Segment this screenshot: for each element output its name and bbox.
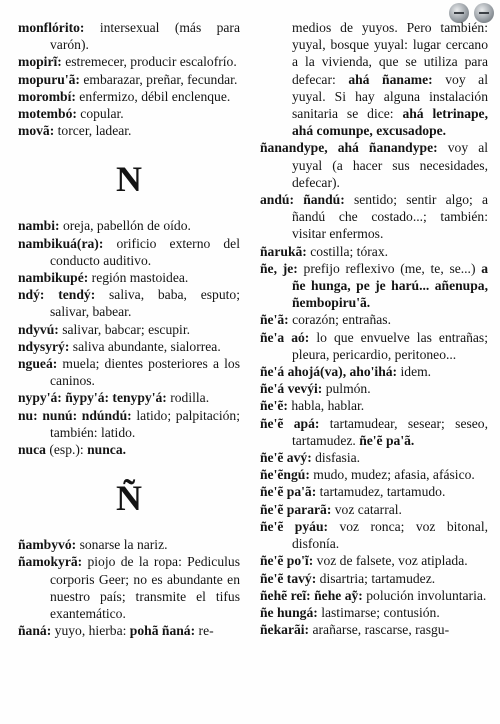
headword: ñamokyrã:: [18, 554, 83, 570]
dictionary-entry: [18, 286, 240, 320]
headword: ñe'á ahojá(va), aho'ihá:: [260, 364, 398, 380]
dictionary-entry: [260, 311, 488, 328]
headword: nambi:: [18, 218, 60, 234]
definition: pulmón.: [322, 381, 371, 397]
dictionary-entry: [260, 518, 488, 552]
dictionary-entry: [260, 415, 488, 449]
dictionary-entry: [260, 243, 488, 260]
definition: intersexual (más para varón).: [50, 20, 240, 53]
dictionary-entry: [260, 501, 488, 518]
dictionary-entry: [18, 105, 240, 122]
headword: nambikupé:: [18, 270, 89, 286]
headword: ahá letrinape, ahá comunpe, excusadope.: [292, 106, 488, 139]
headword: pohã ñaná:: [129, 623, 196, 639]
dictionary-entry: [260, 552, 488, 569]
dictionary-entry: [18, 71, 240, 88]
definition: yuyo, hierba:: [51, 623, 130, 639]
dictionary-entry: [18, 321, 240, 338]
headword: ñe'ẽngú:: [260, 467, 310, 483]
dictionary-entry: [260, 604, 488, 621]
definition: saliva, baba, esputo; salivar, babear.: [50, 287, 240, 320]
definition: muela; dientes posteriores a los caninos.: [50, 356, 240, 389]
dictionary-entry: [260, 466, 488, 483]
dictionary-entry: [18, 338, 240, 355]
definition: copular.: [76, 106, 124, 122]
definition: salivar, babcar; escupir.: [58, 321, 190, 337]
definition: costilla; tórax.: [306, 243, 389, 259]
definition: torcer, ladear.: [54, 123, 132, 139]
headword: morombí:: [18, 88, 76, 104]
dictionary-entry: [18, 536, 240, 553]
dictionary-entry: [18, 217, 240, 234]
definition: voy al yuyal. Si hay alguna instalación sanitaria se dice:: [292, 71, 488, 122]
dictionary-entry: [18, 235, 240, 269]
dictionary-entry: [18, 269, 240, 286]
headword: ñe'ẽ po'ĩ:: [260, 553, 314, 569]
headword: ñanandype, ahá ñanandype:: [260, 140, 438, 156]
dictionary-entry: [260, 621, 488, 638]
headword: mopuru'ã:: [18, 71, 80, 87]
dictionary-entry: [260, 397, 488, 414]
dictionary-entry: [18, 389, 240, 406]
headword: ñambyvó:: [18, 537, 77, 553]
dictionary-entry: [260, 449, 488, 466]
headword: ñe'a aó:: [260, 329, 310, 345]
definition: habla, hablar.: [287, 398, 365, 414]
dictionary-entry: [18, 553, 240, 622]
definition: disfasia.: [311, 450, 361, 466]
definition: voz catarral.: [331, 501, 402, 517]
headword: ngueá:: [18, 356, 58, 372]
definition: piojo de la ropa: Pediculus corporis Geer; no es abundante en nuestro país; transmite el tifus exantemático.: [50, 554, 240, 622]
dictionary-entry: [18, 122, 240, 139]
section-letter: N: [116, 159, 142, 200]
left-column: [18, 0, 240, 639]
definition: corazón; entrañas.: [288, 312, 391, 328]
definition: medios de yuyos. Pero también: yuyal, bosque yuyal: lugar cercano a la vivienda, que se utiliza para defecar:: [292, 20, 488, 87]
dictionary-entry: [18, 407, 240, 441]
dictionary-entry: [18, 19, 240, 53]
headword: monflórito:: [18, 20, 85, 35]
dictionary-entry: [260, 570, 488, 587]
headword: nunca.: [87, 442, 127, 458]
dictionary-entry: [260, 19, 488, 139]
dictionary-entry: [260, 260, 488, 312]
headword: ñaná:: [18, 623, 52, 639]
definition: latido; palpitación; también: latido.: [50, 407, 240, 440]
headword: ñe'ẽ:: [260, 398, 288, 414]
dictionary-entry: [260, 483, 488, 500]
definition: voz ronca; voz bitonal, disfonía.: [292, 518, 489, 552]
definition: arañarse, rascarse, rasgu-: [309, 622, 450, 638]
headword: ñe'ẽ pyáu:: [260, 518, 329, 534]
headword: ñe'ẽ tavý:: [260, 570, 317, 586]
headword: nambikuá(ra):: [18, 235, 104, 251]
dictionary-entry: [18, 441, 240, 458]
section-letter: Ñ: [116, 478, 142, 519]
headword: nuca: [18, 442, 46, 458]
headword: andú: ñandú:: [260, 192, 345, 208]
definition: tartamudez, tartamudo.: [316, 484, 446, 500]
headword: a ñe hunga, pe je harú... añenupa, ñembopiru'ã.: [292, 260, 489, 311]
dictionary-entry: [18, 88, 240, 105]
definition: región mastoidea.: [88, 270, 189, 286]
definition: lastimarse; contusión.: [317, 604, 440, 620]
definition: rodilla.: [166, 390, 210, 406]
definition: voy al yuyal (a hacer sus necesidades, defecar).: [292, 140, 489, 190]
definition: sonarse la nariz.: [76, 537, 168, 553]
headword: ñarukã:: [260, 243, 307, 259]
headword: movã:: [18, 123, 55, 139]
right-column: [260, 0, 488, 638]
headword: ndyvú:: [18, 321, 59, 337]
definition: saliva abundante, sialorrea.: [69, 338, 221, 354]
headword: ñe'ẽ pa'ã:: [260, 484, 317, 500]
definition: oreja, pabellón de oído.: [59, 218, 191, 234]
definition: prefijo reflexivo (me, te, se...): [297, 260, 482, 276]
headword: ndý: tendý:: [18, 287, 96, 303]
headword: ñe'ẽ apá:: [260, 415, 320, 431]
definition: embarazar, preñar, fecundar.: [79, 71, 238, 87]
headword: ndysyrý:: [18, 338, 70, 354]
headword: ñe'ã:: [260, 312, 289, 328]
definition: voz de falsete, voz atiplada.: [313, 553, 468, 569]
dictionary-entry: [260, 191, 488, 243]
definition: idem.: [397, 364, 432, 380]
headword: mopirĩ:: [18, 54, 62, 70]
dictionary-entry: [18, 355, 240, 389]
definition: sentido; sentir algo; a ñandú che costado...; también: visitar enfermos.: [292, 192, 488, 242]
headword: ahá ñaname:: [348, 71, 433, 87]
headword: ñe hungá:: [260, 604, 318, 620]
definition: disartria; tartamudez.: [316, 570, 436, 586]
dictionary-entry: [260, 139, 488, 191]
definition: enfermizo, débil enclenque.: [75, 88, 231, 104]
headword: ñe'ẽ pa'ã.: [359, 432, 415, 448]
headword: ñe, je:: [260, 260, 298, 276]
headword: ñe'ẽ pararã:: [260, 501, 332, 517]
headword: ñe'ẽ avý:: [260, 450, 312, 466]
definition: re-: [195, 623, 214, 639]
dictionary-entry: [260, 587, 488, 604]
dictionary-entry: [260, 363, 488, 380]
definition: orificio externo del conducto auditivo.: [50, 235, 240, 268]
headword: ñe'á vevýi:: [260, 381, 323, 397]
headword: nypy'á: ñypy'á: tenypy'á:: [18, 390, 167, 406]
definition: lo que envuelve las entrañas; pleura, pericardio, peritoneo...: [292, 329, 488, 362]
dictionary-entry: [18, 622, 240, 639]
headword: nu: nunú: ndúndú:: [18, 407, 132, 423]
dictionary-entry: [18, 53, 240, 70]
dictionary-entry: [260, 329, 488, 363]
definition: estremecer, producir escalofrío.: [61, 54, 237, 70]
headword: ñehẽ reĩ: ñehe aỹ:: [260, 587, 363, 603]
headword: motembó:: [18, 106, 77, 122]
dictionary-entry: [260, 380, 488, 397]
definition: mudo, mudez; afasia, afásico.: [309, 467, 475, 483]
headword: ñekarãi:: [260, 622, 310, 638]
definition: polución involuntaria.: [362, 587, 487, 603]
definition: (esp.):: [45, 442, 88, 458]
definition: tartamudear, sesear; seseo, tartamudez.: [292, 415, 488, 448]
